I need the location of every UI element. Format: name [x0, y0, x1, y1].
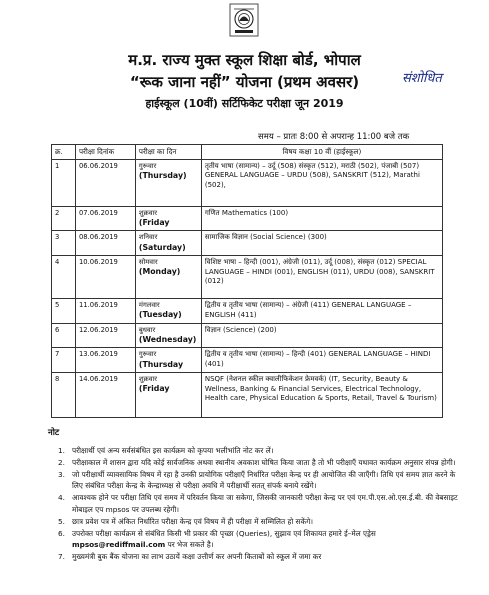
note-item	[58, 445, 458, 457]
day-hindi: गुरूवार	[138, 161, 157, 170]
row-number: 1	[52, 159, 76, 206]
table-row	[52, 299, 443, 324]
exam-subject: विज्ञान (Science) (200)	[201, 323, 442, 348]
svg-text:संशोधित: संशोधित	[402, 71, 442, 86]
exam-subject: सामाजिक विज्ञान (Social Science) (300)	[201, 231, 442, 256]
note-item	[58, 528, 458, 552]
exam-subject: गणित Mathematics (100)	[201, 206, 442, 231]
note-text-after: पर भेज सकते है।	[167, 540, 214, 550]
table-row	[52, 373, 443, 418]
note-number: 2.	[58, 457, 65, 467]
note-number: 5.	[58, 516, 65, 526]
col-header-no: क्र.	[52, 145, 76, 160]
row-number: 4	[52, 256, 76, 299]
note-text: जो परीक्षार्थी व्यावसायिक विषय में रहा है उनकी प्रायोगिक परीक्षाएँ निर्धारित परीक्षा केन्द्र पर ही आयोजित की जाएँगी। तिथि एवं समय ज्ञात करने के लिए संबंधित परीक्षा केन्द्र के केन्द्राध्यक्ष से परीक्षा अवधि में परीक्षार्थी सतत् संपर्क बनाये रखेंगे।	[72, 469, 456, 491]
note-item	[58, 457, 458, 469]
note-text: मुख्यमंत्री बुक बैंक योजना का लाभ उठायें कक्षा उत्तीर्ण कर अपनी किताबों को स्कूल में जमा कर	[72, 552, 322, 562]
table-row	[52, 206, 443, 231]
exam-day	[135, 299, 201, 324]
exam-day	[135, 206, 201, 231]
exam-day	[135, 348, 201, 373]
day-english: (Wednesday)	[138, 334, 197, 344]
day-english: (Monday)	[138, 267, 181, 277]
exam-date: 08.06.2019	[75, 231, 135, 256]
exam-subject: तृतीय भाषा (सामान्य) – उर्दू (508) संस्कृत (512), मराठी (502), पंजाबी (507) GENERAL LANGUAGE – URDU (508), SANSKRIT (512), Marathi (502),	[201, 159, 442, 206]
day-english: (Friday	[138, 384, 170, 394]
note-number: 4.	[58, 493, 65, 503]
exam-subject: NSQF (नेशनल स्कील क्वालीफिकेशन फ्रेमवर्क) (IT, Security, Beauty & Wellness, Banking & Financial Services, Electrical Technology, Health care, Physical Education & Sports, Retail, Travel & Tourism)	[201, 373, 442, 418]
note-number: 7.	[58, 552, 65, 562]
note-text: उपरोक्त परीक्षा कार्यक्रम से संबंधित किसी भी प्रकार की पृच्छा (Queries), सुझाव एवं शिकायत हमारे ई–मेल एड्रेस	[72, 528, 376, 538]
day-hindi: शनिवार	[138, 233, 158, 242]
exam-subject: द्वितीय व तृतीय भाषा (सामान्य) – हिन्दी (401) GENERAL LANGUAGE – HINDI (401)	[201, 348, 442, 373]
exam-subject: द्वितीय व तृतीय भाषा (सामान्य) – अंग्रेजी (411) GENERAL LANGUAGE – ENGLISH (411)	[201, 299, 442, 324]
col-header-day: परीक्षा का दिन	[135, 145, 201, 160]
row-number: 5	[52, 299, 76, 324]
col-header-subject: विषय कक्षा 10 वीं (हाईस्कूल)	[201, 145, 442, 160]
day-hindi: शुक्रवार	[138, 208, 158, 217]
exam-timing: समय – प्रातः 8:00 से अपरान्ह 11:00 बजे तक	[258, 132, 410, 142]
table-header-row	[52, 145, 443, 160]
table-row	[52, 256, 443, 299]
note-text: परीक्षार्थी एवं अन्य सर्वसंबंधित इस कार्यक्रम को कृपया भलीभांति नोट कर लें।	[72, 446, 274, 455]
row-number: 8	[52, 373, 76, 418]
row-number: 2	[52, 206, 76, 231]
note-text: परीक्षाकाल में शासन द्वारा यदि कोई सार्वजनिक अथवा स्थानीय अवकाश घोषित किया जाता है तो भी परीक्षाएँ यथावत कार्यक्रम अनुसार संपन्न होगी।	[72, 457, 456, 467]
note-number: 3.	[58, 469, 65, 479]
day-hindi: मंगलवार	[138, 301, 160, 310]
exam-date: 11.06.2019	[75, 299, 135, 324]
notes-list	[58, 445, 458, 563]
col-header-date: परीक्षा दिनांक	[75, 145, 135, 160]
board-logo	[229, 3, 259, 37]
day-english: (Saturday)	[138, 242, 186, 252]
exam-date: 06.06.2019	[75, 159, 135, 206]
note-text: आवश्यक होने पर परीक्षा तिथि एवं समय में परिवर्तन किया जा सकेगा, जिसकी जानकारी परीक्षा केन्द्र पर एवं एम.पी.एस.ओ.एस.ई.बी. की वेबसाइट मोबाइल एप mpsos पर उपलब्ध रहेगी।	[72, 493, 458, 514]
scheme-title: “रूक जाना नहीं” योजना (प्रथम अवसर)	[129, 73, 360, 91]
exam-day	[135, 256, 201, 299]
row-number: 6	[52, 323, 76, 348]
day-english: (Thursday	[138, 359, 184, 369]
note-item	[58, 516, 458, 528]
row-number: 7	[52, 348, 76, 373]
note-item	[58, 492, 458, 516]
day-english: (Friday	[138, 217, 170, 227]
table-row	[52, 231, 443, 256]
day-hindi: बुधवार	[138, 325, 156, 334]
note-number: 6.	[58, 528, 65, 538]
row-number: 3	[52, 231, 76, 256]
exam-day	[135, 231, 201, 256]
exam-subject: विशिष्ट भाषा – हिन्दी (001), अंग्रेजी (011), उर्दू (008), संस्कृत (012) SPECIAL LANGUAGE – HINDI (001), ENGLISH (011), URDU (008), SANSKRIT (012)	[201, 256, 442, 299]
exam-day	[135, 159, 201, 206]
day-hindi: शुक्रवार	[138, 375, 158, 384]
note-number: 1.	[58, 446, 65, 455]
exam-day	[135, 373, 201, 418]
exam-date: 10.06.2019	[75, 256, 135, 299]
board-title: म.प्र. राज्य मुक्त स्कूल शिक्षा बोर्ड, भोपाल	[128, 51, 361, 69]
table-row	[52, 323, 443, 348]
note-text: छात्र प्रवेश पत्र में अंकित निर्धारित परीक्षा केन्द्र एवं विषय में ही परीक्षा में सम्मिलित हो सकेंगे।	[72, 516, 313, 526]
note-item	[58, 469, 458, 493]
day-hindi: सोमवार	[138, 258, 158, 267]
exam-schedule-table	[51, 144, 443, 418]
note-label: नोट	[48, 428, 60, 438]
day-english: (Thursday)	[138, 170, 187, 180]
day-hindi: गुरूवार	[138, 350, 157, 359]
exam-day	[135, 323, 201, 348]
exam-date: 07.06.2019	[75, 206, 135, 231]
exam-date: 12.06.2019	[75, 323, 135, 348]
table-row	[52, 159, 443, 206]
day-english: (Tuesday)	[138, 310, 182, 320]
contact-email-link[interactable]: mpsos@rediffmail.com	[72, 540, 166, 550]
note-item	[58, 551, 458, 563]
exam-date: 13.06.2019	[75, 348, 135, 373]
exam-date: 14.06.2019	[75, 373, 135, 418]
exam-title: हाईस्कूल (10वीं) सर्टिफिकेट परीक्षा जून 2019	[145, 97, 344, 110]
table-row	[52, 348, 443, 373]
